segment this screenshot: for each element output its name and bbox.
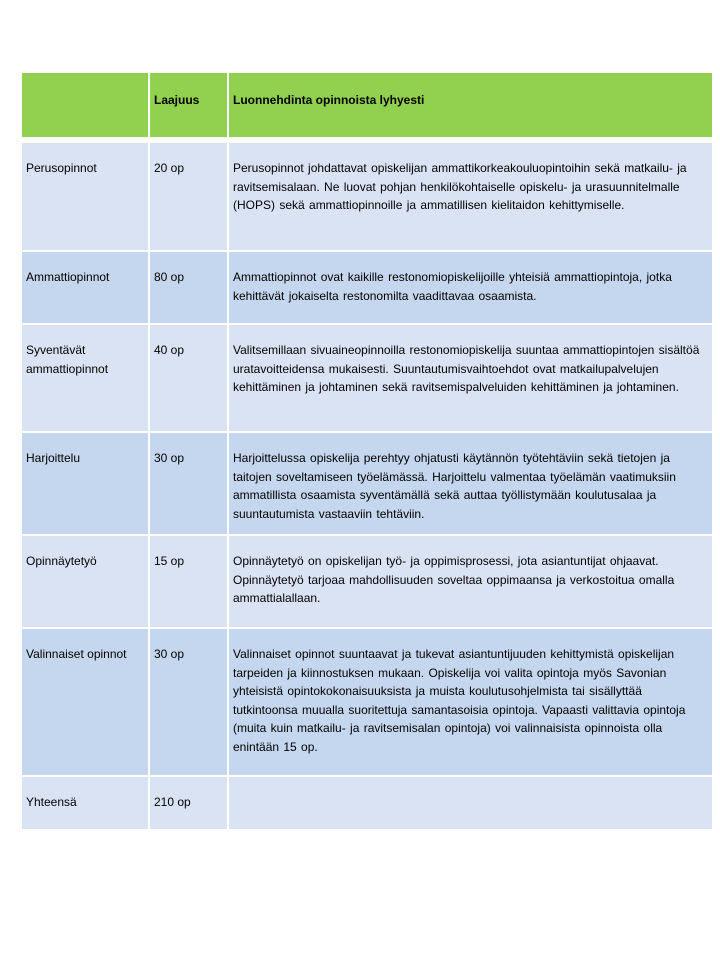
row-scope: 80 op [149,251,228,324]
header-cell-scope: Laajuus [149,72,228,138]
row-name: Opinnäytetyö [21,535,149,628]
header-cell-description: Luonnehdinta opinnoista lyhyesti [228,72,713,138]
row-scope: 30 op [149,432,228,535]
study-structure-table [20,71,714,831]
table-row [21,432,713,535]
row-name: Perusopinnot [21,142,149,251]
header-row [21,72,713,138]
header-cell-empty [21,72,149,138]
row-scope: 40 op [149,324,228,432]
row-description: Opinnäytetyö on opiskelijan työ- ja oppimisprosessi, jota asiantuntijat ohjaavat. Opinnäytetyö tarjoaa mahdollisuuden soveltaa oppimaansa ja verkostoitua omalla ammattialallaan. [228,535,713,628]
row-description: Ammattiopinnot ovat kaikille restonomiopiskelijoille yhteisiä ammattiopintoja, jotka kehittävät jokaiselta restonomilta vaadittavaa osaamista. [228,251,713,324]
row-scope: 30 op [149,628,228,776]
table-row [21,628,713,776]
row-description: Harjoittelussa opiskelija perehtyy ohjatusti käytännön työtehtäviin sekä tietojen ja taitojen soveltamiseen työelämässä. Harjoittelu valmentaa työelämän vaatimuksiin ammatillista osaamista syventämällä sekä auttaa työllistymään koulutusalaa ja suuntautumista vastaaviin tehtäviin. [228,432,713,535]
row-scope: 210 op [149,776,228,830]
row-description: Valitsemillaan sivuaineopinnoilla restonomiopiskelija suuntaa ammattiopintojen sisältöä uratavoitteidensa mukaisesti. Suuntautumisvaihtoehdot ovat matkailupalvelujen kehittäminen ja johtaminen sekä ravitsemispalveluiden kehittäminen ja johtaminen. [228,324,713,432]
row-scope: 20 op [149,142,228,251]
row-name: Harjoittelu [21,432,149,535]
row-name: Yhteensä [21,776,149,830]
table-row [21,535,713,628]
row-name: Syventävät ammattiopinnot [21,324,149,432]
row-scope: 15 op [149,535,228,628]
row-description [228,776,713,830]
row-name: Valinnaiset opinnot [21,628,149,776]
document [20,71,712,831]
row-name: Ammattiopinnot [21,251,149,324]
row-description: Valinnaiset opinnot suuntaavat ja tukevat asiantuntijuuden kehittymistä opiskelijan tarpeiden ja kiinnostuksen mukaan. Opiskelija voi valita opintoja myös Savonian yhteisistä opintokokonaisuuksista ja muista koulutusohjelmista tai sisällyttää tutkintoonsa muualla suoritettuja samantasoisia opintoja. Vapaasti valittavia opintoja (muita kuin matkailu- ja ravitsemisalan opintoja) voi valinnaisista opinnoista olla enintään 15 op. [228,628,713,776]
table-row [21,251,713,324]
table-row [21,324,713,432]
row-description: Perusopinnot johdattavat opiskelijan ammattikorkeakouluopintoihin sekä matkailu- ja ravitsemisalaan. Ne luovat pohjan henkilökohtaiselle opiskelu- ja urasuunnitelmalle (HOPS) sekä ammattiopinnoille ja ammatillisen kielitaidon kehittymiselle. [228,142,713,251]
table-row-total [21,776,713,830]
table-row [21,142,713,251]
